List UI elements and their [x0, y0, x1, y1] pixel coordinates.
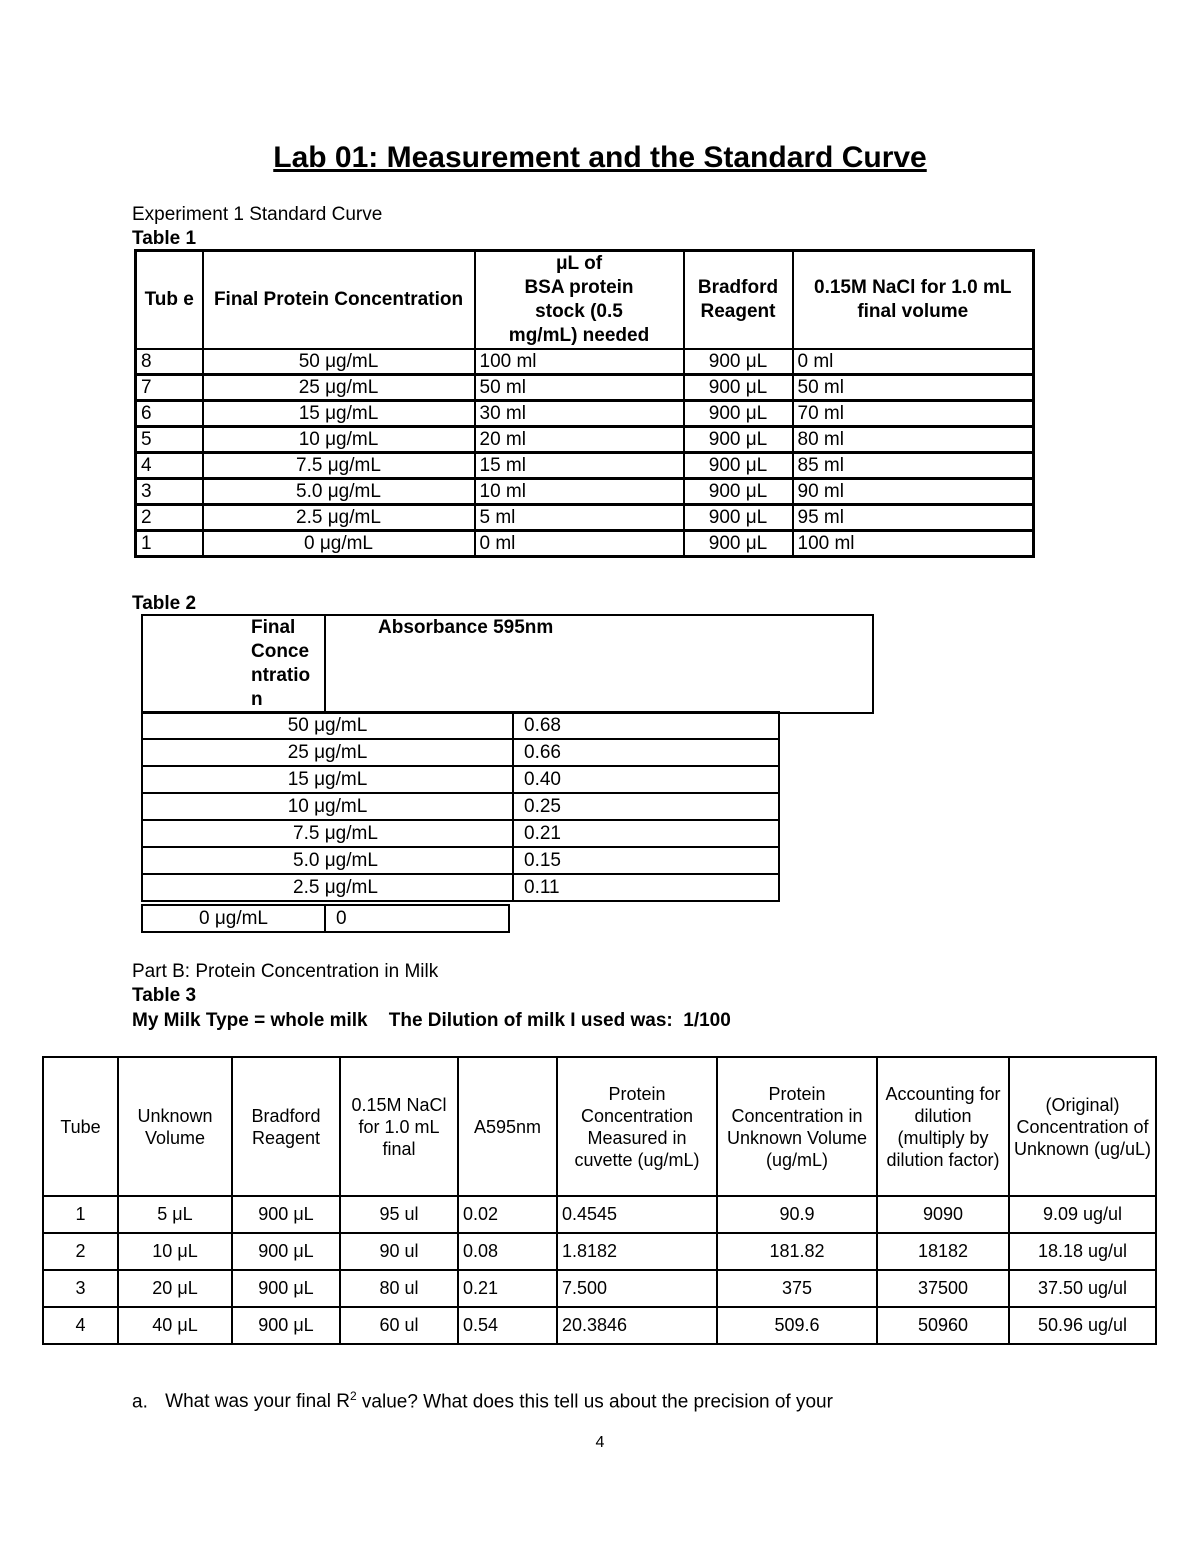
table-row — [136, 505, 1034, 531]
table1-cell-tube: 1 — [136, 531, 203, 557]
table3-cell-bradford: 900 μL — [232, 1233, 340, 1270]
table3-cell-unknown: 5 μL — [118, 1196, 232, 1233]
table2-cell-conc: 10 μg/mL — [142, 793, 513, 820]
table1-cell-conc: 25 μg/mL — [203, 375, 475, 401]
table3-cell-unknown-conc: 90.9 — [717, 1196, 877, 1233]
table3-cell-nacl: 60 ul — [340, 1307, 458, 1344]
table2-cell-conc: 7.5 μg/mL — [142, 820, 513, 847]
page-title: Lab 01: Measurement and the Standard Curve — [273, 141, 927, 174]
table-row — [136, 453, 1034, 479]
table3-cell-measured: 20.3846 — [557, 1307, 717, 1344]
table3-cell-a595: 0.08 — [458, 1233, 557, 1270]
table3-cell-dilution: 9090 — [877, 1196, 1009, 1233]
table3-header-measured: Protein Concentration Measured in cuvette (ug/mL) — [557, 1057, 717, 1196]
table2-cell-conc: 0 μg/mL — [142, 905, 325, 932]
table1-cell-tube: 4 — [136, 453, 203, 479]
table1-cell-bsa: 100 ml — [475, 349, 684, 375]
table1-cell-nacl: 95 ml — [793, 505, 1034, 531]
table1-cell-bradford: 900 μL — [684, 401, 793, 427]
table1-header-bsa-line3: stock (0.5 — [535, 301, 623, 322]
table2-cell-abs: 0.15 — [513, 847, 779, 874]
table2-cell-abs: 0 — [325, 905, 509, 932]
table2-cell-abs: 0.40 — [513, 766, 779, 793]
table3-cell-dilution: 18182 — [877, 1233, 1009, 1270]
table2-cell-abs: 0.66 — [513, 739, 779, 766]
table1-header-bsa-line2: BSA protein — [524, 277, 634, 298]
table1-header-row — [136, 251, 1034, 350]
table3-cell-unknown-conc: 509.6 — [717, 1307, 877, 1344]
table-1 — [134, 249, 1035, 558]
table3-cell-bradford: 900 μL — [232, 1307, 340, 1344]
table1-cell-tube: 8 — [136, 349, 203, 375]
table2-cell-conc: 50 μg/mL — [142, 712, 513, 739]
table1-cell-bsa: 0 ml — [475, 531, 684, 557]
table1-header-bsa — [475, 251, 684, 350]
table-row — [136, 531, 1034, 557]
table1-cell-tube: 2 — [136, 505, 203, 531]
table1-cell-nacl: 100 ml — [793, 531, 1034, 557]
table1-cell-conc: 0 μg/mL — [203, 531, 475, 557]
table1-cell-conc: 10 μg/mL — [203, 427, 475, 453]
table2-cell-abs: 0.68 — [513, 712, 779, 739]
table-2-body — [141, 711, 780, 902]
question-a-text-before: What was your final R — [165, 1391, 350, 1413]
table3-cell-original: 18.18 ug/ul — [1009, 1233, 1156, 1270]
table3-cell-nacl: 90 ul — [340, 1233, 458, 1270]
table1-cell-nacl: 90 ml — [793, 479, 1034, 505]
table3-cell-original: 50.96 ug/ul — [1009, 1307, 1156, 1344]
table3-cell-a595: 0.02 — [458, 1196, 557, 1233]
table1-cell-nacl: 50 ml — [793, 375, 1034, 401]
table1-cell-tube: 7 — [136, 375, 203, 401]
table3-cell-original: 37.50 ug/ul — [1009, 1270, 1156, 1307]
part-b-label: Part B: Protein Concentration in Milk — [132, 961, 439, 982]
table-row — [136, 479, 1034, 505]
table1-header-tube: Tub e — [136, 251, 203, 350]
table2-header-conc-line1: Final — [251, 617, 296, 638]
table1-cell-bsa: 20 ml — [475, 427, 684, 453]
table3-header-original: (Original) Concentration of Unknown (ug/uL) — [1009, 1057, 1156, 1196]
table3-cell-unknown: 10 μL — [118, 1233, 232, 1270]
table-row — [43, 1233, 1156, 1270]
table1-cell-bsa: 10 ml — [475, 479, 684, 505]
table3-cell-tube: 2 — [43, 1233, 118, 1270]
table1-cell-conc: 15 μg/mL — [203, 401, 475, 427]
table3-caption: Table 3 — [132, 985, 197, 1006]
table-row — [142, 793, 779, 820]
table1-cell-bsa: 30 ml — [475, 401, 684, 427]
table3-header-a595: A595nm — [458, 1057, 557, 1196]
table3-cell-unknown-conc: 181.82 — [717, 1233, 877, 1270]
table2-cell-conc: 5.0 μg/mL — [142, 847, 513, 874]
table3-header-unknown: Unknown Volume — [118, 1057, 232, 1196]
table3-header-tube: Tube — [43, 1057, 118, 1196]
table2-header-conc — [142, 615, 325, 713]
table-3 — [42, 1056, 1157, 1345]
table3-cell-measured: 7.500 — [557, 1270, 717, 1307]
table1-cell-bsa: 50 ml — [475, 375, 684, 401]
table3-cell-bradford: 900 μL — [232, 1270, 340, 1307]
table3-header-dilution: Accounting for dilution (multiply by dilution factor) — [877, 1057, 1009, 1196]
table1-cell-tube: 3 — [136, 479, 203, 505]
table3-cell-unknown: 20 μL — [118, 1270, 232, 1307]
table2-header-conc-line3: ntratio — [251, 665, 311, 686]
table3-header-nacl: 0.15M NaCl for 1.0 mL final — [340, 1057, 458, 1196]
table1-cell-bradford: 900 μL — [684, 505, 793, 531]
table-row — [43, 1196, 1156, 1233]
table1-header-bsa-line4: mg/mL) needed — [508, 325, 650, 346]
table3-cell-dilution: 50960 — [877, 1307, 1009, 1344]
table-row — [142, 712, 779, 739]
table-row — [142, 874, 779, 901]
table3-cell-dilution: 37500 — [877, 1270, 1009, 1307]
table1-cell-conc: 7.5 μg/mL — [203, 453, 475, 479]
experiment-label: Experiment 1 Standard Curve — [132, 204, 383, 225]
table-row — [136, 427, 1034, 453]
table-row — [142, 905, 509, 932]
table1-cell-bsa: 15 ml — [475, 453, 684, 479]
table3-cell-measured: 0.4545 — [557, 1196, 717, 1233]
table1-cell-conc: 50 μg/mL — [203, 349, 475, 375]
page-number: 4 — [595, 1434, 605, 1451]
table-row — [43, 1270, 1156, 1307]
table1-cell-nacl: 85 ml — [793, 453, 1034, 479]
table1-cell-conc: 2.5 μg/mL — [203, 505, 475, 531]
table3-cell-a595: 0.21 — [458, 1270, 557, 1307]
table3-cell-nacl: 95 ul — [340, 1196, 458, 1233]
table1-cell-tube: 5 — [136, 427, 203, 453]
table1-cell-nacl: 0 ml — [793, 349, 1034, 375]
table-2 — [141, 614, 874, 714]
table3-cell-a595: 0.54 — [458, 1307, 557, 1344]
table3-cell-tube: 1 — [43, 1196, 118, 1233]
table3-cell-bradford: 900 μL — [232, 1196, 340, 1233]
milk-type-line: My Milk Type = whole milk The Dilution of milk I used was: 1/100 — [132, 1010, 731, 1031]
table1-header-final-protein: Final Protein Concentration — [203, 251, 475, 350]
table1-cell-bsa: 5 ml — [475, 505, 684, 531]
table2-header-abs: Absorbance 595nm — [325, 615, 873, 713]
table3-header-row — [43, 1057, 1156, 1196]
table-row — [142, 766, 779, 793]
table2-cell-conc: 2.5 μg/mL — [142, 874, 513, 901]
table2-cell-conc: 15 μg/mL — [142, 766, 513, 793]
table3-header-unknown-conc: Protein Concentration in Unknown Volume (ug/mL) — [717, 1057, 877, 1196]
table3-cell-tube: 3 — [43, 1270, 118, 1307]
table2-caption: Table 2 — [132, 593, 197, 614]
table-2-last-row — [141, 904, 510, 933]
table2-header-conc-line2: Conce — [251, 641, 310, 662]
table3-cell-unknown: 40 μL — [118, 1307, 232, 1344]
table2-cell-abs: 0.21 — [513, 820, 779, 847]
table-row — [142, 739, 779, 766]
table1-cell-bradford: 900 μL — [684, 453, 793, 479]
table3-cell-tube: 4 — [43, 1307, 118, 1344]
question-a-superscript: 2 — [349, 1389, 357, 1403]
table-row — [142, 847, 779, 874]
table2-cell-abs: 0.11 — [513, 874, 779, 901]
table1-header-bradford: Bradford Reagent — [684, 251, 793, 350]
table2-cell-conc: 25 μg/mL — [142, 739, 513, 766]
table-row — [136, 349, 1034, 375]
table1-header-bsa-line1: μL of — [555, 253, 603, 274]
table1-cell-nacl: 70 ml — [793, 401, 1034, 427]
table1-cell-tube: 6 — [136, 401, 203, 427]
table1-cell-bradford: 900 μL — [684, 531, 793, 557]
table1-cell-nacl: 80 ml — [793, 427, 1034, 453]
table3-header-bradford: Bradford Reagent — [232, 1057, 340, 1196]
question-a — [132, 1383, 833, 1415]
table1-cell-bradford: 900 μL — [684, 427, 793, 453]
question-a-text-after: value? What does this tell us about the precision of your — [356, 1391, 833, 1413]
table-row — [136, 401, 1034, 427]
table1-caption: Table 1 — [132, 228, 197, 249]
table1-cell-bradford: 900 μL — [684, 479, 793, 505]
table1-cell-conc: 5.0 μg/mL — [203, 479, 475, 505]
table1-cell-bradford: 900 μL — [684, 349, 793, 375]
table3-cell-nacl: 80 ul — [340, 1270, 458, 1307]
table2-header-conc-line4: n — [251, 689, 263, 710]
question-a-prefix: a. — [132, 1391, 148, 1413]
table1-cell-bradford: 900 μL — [684, 375, 793, 401]
table-row — [142, 820, 779, 847]
table3-cell-unknown-conc: 375 — [717, 1270, 877, 1307]
table3-cell-measured: 1.8182 — [557, 1233, 717, 1270]
table2-cell-abs: 0.25 — [513, 793, 779, 820]
table3-cell-original: 9.09 ug/ul — [1009, 1196, 1156, 1233]
table2-header-row — [142, 615, 873, 713]
table-row — [43, 1307, 1156, 1344]
table-row — [136, 375, 1034, 401]
table1-header-nacl: 0.15M NaCl for 1.0 mL final volume — [793, 251, 1034, 350]
